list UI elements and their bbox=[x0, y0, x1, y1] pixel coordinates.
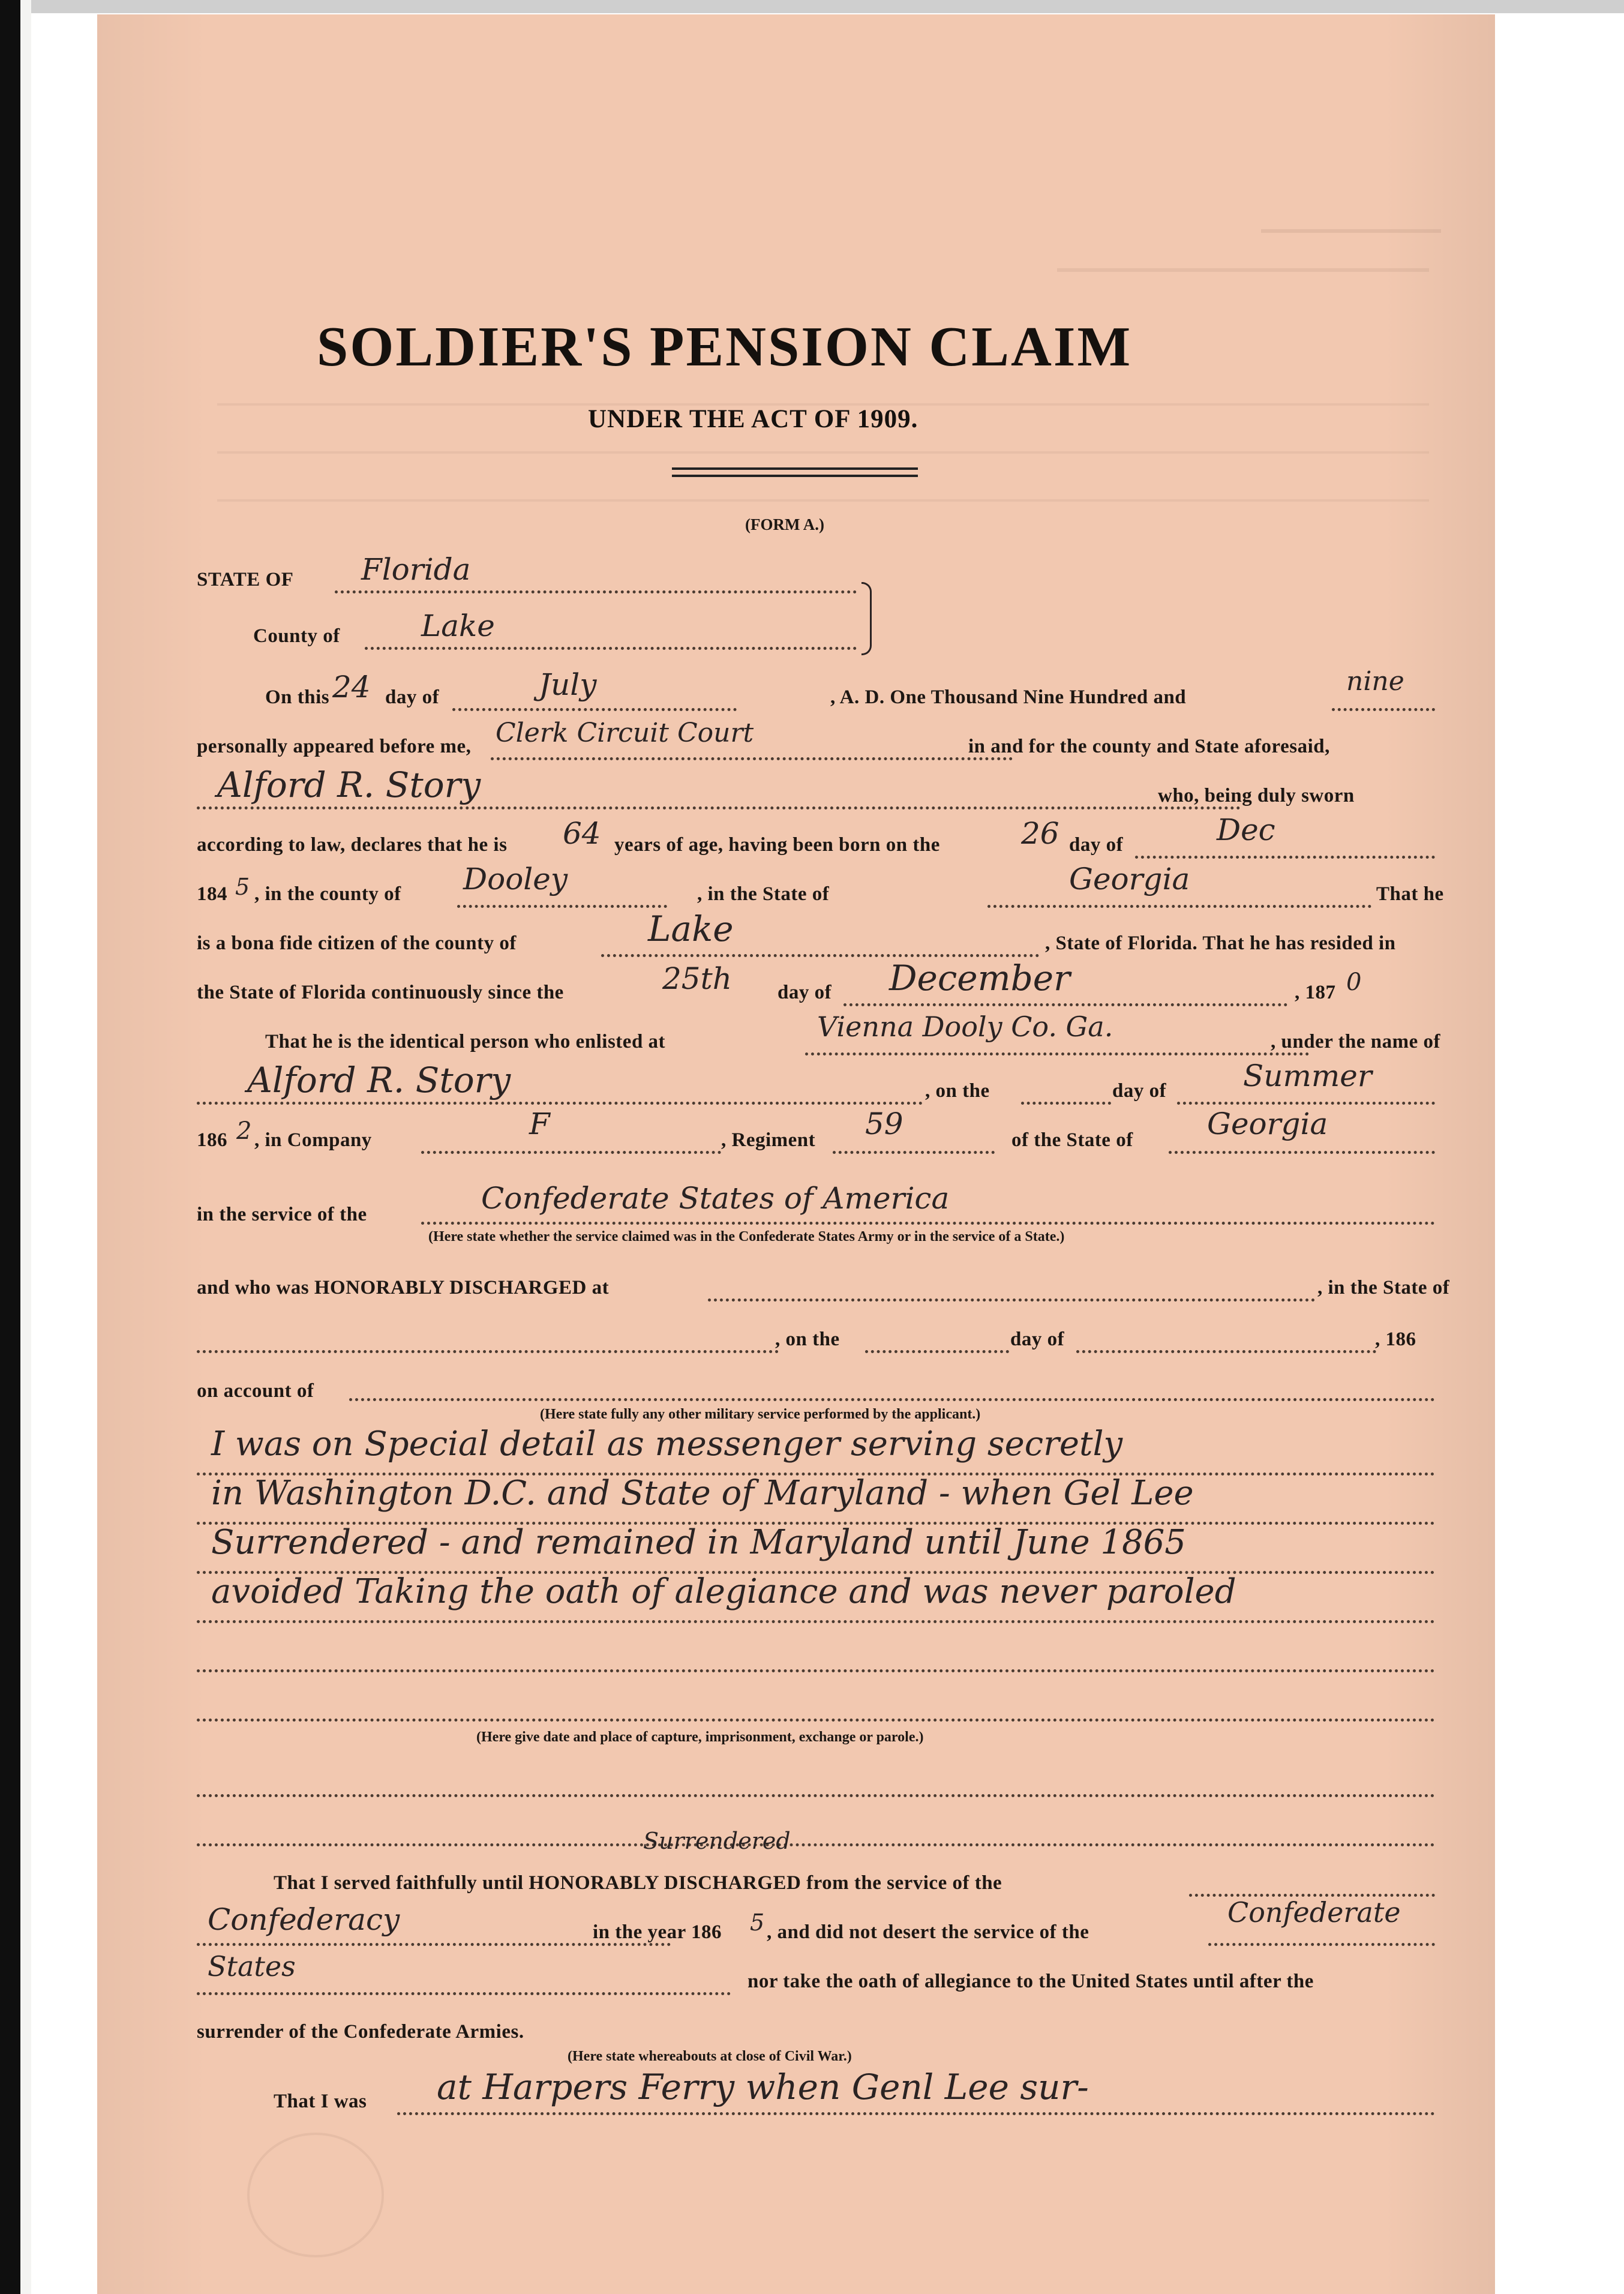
fill-line bbox=[491, 757, 1013, 760]
desert-service-value[interactable]: Confederate bbox=[1227, 1896, 1401, 1929]
fill-line bbox=[1076, 1350, 1376, 1353]
fill-line bbox=[197, 806, 1241, 809]
text: , in the State of bbox=[1317, 1277, 1450, 1299]
instruction-note: (Here state whereabouts at close of Civil War.) bbox=[568, 2049, 852, 2064]
fill-line bbox=[805, 1052, 1309, 1055]
fill-line bbox=[843, 1003, 1287, 1006]
text: and who was HONORABLY DISCHARGED at bbox=[197, 1277, 610, 1299]
fill-line bbox=[1208, 1943, 1435, 1946]
bleed-through-mark bbox=[217, 386, 1429, 406]
text: , in Company bbox=[254, 1129, 372, 1151]
service-line[interactable]: Surrendered - and remained in Maryland until June 1865 bbox=[211, 1523, 1186, 1562]
birth-year-value[interactable]: 5 bbox=[235, 874, 250, 900]
fill-line bbox=[197, 1669, 1435, 1672]
bleed-through-mark bbox=[1057, 251, 1429, 272]
fill-line bbox=[708, 1299, 1315, 1302]
text: That he bbox=[1376, 883, 1444, 905]
fill-line bbox=[197, 1350, 779, 1353]
enlistment-season-value[interactable]: Summer bbox=[1243, 1058, 1372, 1093]
text: who, being duly sworn bbox=[1158, 785, 1355, 806]
birth-day-value[interactable]: 26 bbox=[1021, 816, 1059, 851]
enlistment-state-value[interactable]: Georgia bbox=[1207, 1106, 1328, 1141]
text: of the State of bbox=[1011, 1129, 1133, 1151]
text: on account of bbox=[197, 1380, 314, 1402]
fill-line bbox=[865, 1350, 1009, 1353]
fill-line bbox=[987, 905, 1371, 908]
service-of-value[interactable]: Confederacy bbox=[208, 1902, 400, 1937]
month-value[interactable]: July bbox=[539, 667, 597, 702]
text: That I was bbox=[274, 2091, 367, 2112]
text: the State of Florida continuously since the bbox=[197, 982, 564, 1003]
text: , in the State of bbox=[697, 883, 830, 905]
form-label: (FORM A.) bbox=[745, 515, 824, 533]
text: day of bbox=[385, 686, 440, 708]
residence-month-value[interactable]: December bbox=[889, 958, 1070, 998]
fill-line bbox=[197, 1102, 923, 1105]
state-fill-line bbox=[335, 590, 857, 593]
text: day of bbox=[778, 982, 832, 1003]
venue-brace bbox=[861, 582, 872, 655]
scanner-margin bbox=[20, 0, 31, 2294]
text: On this bbox=[265, 686, 330, 708]
instruction-note: (Here state whether the service claimed was in the Confederate States Army or in the service of a State.) bbox=[428, 1229, 1065, 1245]
service-line[interactable]: in Washington D.C. and State of Maryland - when Gel Lee bbox=[211, 1474, 1194, 1513]
states-value[interactable]: States bbox=[208, 1950, 296, 1983]
year-value[interactable]: nine bbox=[1346, 666, 1404, 697]
company-value[interactable]: F bbox=[529, 1106, 550, 1141]
fill-line bbox=[421, 1151, 721, 1154]
residence-year-value[interactable]: 0 bbox=[1346, 968, 1362, 996]
residence-county-value[interactable]: Lake bbox=[648, 908, 734, 949]
scanner-top-edge bbox=[0, 0, 1624, 13]
fill-line bbox=[452, 708, 737, 711]
text: day of bbox=[1069, 834, 1124, 856]
text: in the service of the bbox=[197, 1204, 367, 1225]
service-value[interactable]: Confederate States of America bbox=[481, 1181, 950, 1216]
fill-line bbox=[197, 1794, 1435, 1797]
bleed-through-mark bbox=[217, 434, 1429, 454]
whereabouts-value[interactable]: at Harpers Ferry when Genl Lee sur- bbox=[437, 2067, 1089, 2107]
instruction-note: (Here give date and place of capture, imprisonment, exchange or parole.) bbox=[476, 1729, 924, 1745]
birth-month-value[interactable]: Dec bbox=[1217, 812, 1275, 847]
title-rule bbox=[672, 475, 918, 477]
text: , on the bbox=[775, 1329, 840, 1350]
fill-line bbox=[197, 1843, 1435, 1846]
birth-state-value[interactable]: Georgia bbox=[1069, 862, 1190, 896]
fill-line bbox=[197, 1992, 731, 1995]
document-page bbox=[97, 14, 1495, 2294]
text: surrender of the Confederate Armies. bbox=[197, 2021, 524, 2043]
fill-line bbox=[1021, 1102, 1111, 1105]
text: years of age, having been born on the bbox=[614, 834, 940, 856]
fill-line bbox=[349, 1398, 1435, 1401]
text: personally appeared before me, bbox=[197, 736, 472, 757]
embossed-seal bbox=[247, 2133, 384, 2257]
text: 186 bbox=[197, 1129, 227, 1151]
text: , in the county of bbox=[254, 883, 401, 905]
fill-line bbox=[197, 1620, 1435, 1623]
bleed-through-mark bbox=[217, 482, 1429, 502]
text: , 186 bbox=[1375, 1329, 1416, 1350]
form-title: SOLDIER'S PENSION CLAIM bbox=[317, 316, 1133, 378]
fill-line bbox=[833, 1151, 995, 1154]
claimant-name[interactable]: Alford R. Story bbox=[217, 764, 481, 805]
text: day of bbox=[1010, 1329, 1065, 1350]
form-subtitle: UNDER THE ACT OF 1909. bbox=[588, 405, 918, 433]
service-line[interactable]: I was on Special detail as messenger serving secretly bbox=[211, 1425, 1123, 1464]
text: according to law, declares that he is bbox=[197, 834, 508, 856]
official-value[interactable]: Clerk Circuit Court bbox=[496, 718, 754, 748]
fill-line bbox=[1332, 708, 1435, 711]
text: , on the bbox=[925, 1080, 990, 1102]
fill-line bbox=[197, 1719, 1435, 1722]
title-rule bbox=[672, 467, 918, 470]
text: , State of Florida. That he has resided in bbox=[1045, 932, 1396, 954]
residence-day-value[interactable]: 25th bbox=[662, 961, 732, 996]
regiment-value[interactable]: 59 bbox=[865, 1106, 903, 1141]
text: nor take the oath of allegiance to the United States until after the bbox=[748, 1971, 1314, 1992]
fill-line bbox=[1135, 856, 1435, 859]
enlistment-name-value[interactable]: Alford R. Story bbox=[247, 1060, 511, 1100]
text: , A. D. One Thousand Nine Hundred and bbox=[830, 686, 1187, 708]
text: in the year 186 bbox=[593, 1921, 722, 1943]
bleed-through-mark bbox=[1261, 212, 1441, 233]
fill-line bbox=[1177, 1102, 1435, 1105]
text: , under the name of bbox=[1271, 1031, 1440, 1052]
fill-line bbox=[421, 1222, 1435, 1225]
fill-line bbox=[457, 905, 667, 908]
text: in and for the county and State aforesaid, bbox=[968, 736, 1330, 757]
text: , and did not desert the service of the bbox=[767, 1921, 1089, 1943]
discharge-year-value[interactable]: 5 bbox=[750, 1909, 765, 1936]
instruction-note: (Here state fully any other military service performed by the applicant.) bbox=[540, 1407, 981, 1422]
county-label: County of bbox=[253, 625, 340, 647]
birth-county-value[interactable]: Dooley bbox=[463, 862, 568, 896]
age-value[interactable]: 64 bbox=[563, 816, 601, 851]
text: That he is the identical person who enlisted at bbox=[265, 1031, 666, 1052]
state-label: STATE OF bbox=[197, 569, 294, 590]
county-value[interactable]: Lake bbox=[421, 608, 495, 643]
inserted-word[interactable]: Surrendered bbox=[643, 1828, 791, 1854]
text: , Regiment bbox=[721, 1129, 816, 1151]
service-line[interactable]: avoided Taking the oath of alegiance and was never paroled bbox=[211, 1572, 1236, 1611]
fill-line bbox=[397, 2112, 1435, 2115]
scanner-left-edge bbox=[0, 0, 20, 2294]
enlistment-place-value[interactable]: Vienna Dooly Co. Ga. bbox=[817, 1010, 1113, 1043]
fill-line bbox=[601, 954, 1039, 957]
text: day of bbox=[1112, 1080, 1167, 1102]
enlistment-year-value[interactable]: 2 bbox=[236, 1117, 252, 1145]
text: is a bona fide citizen of the county of bbox=[197, 932, 517, 954]
county-fill-line bbox=[365, 647, 857, 650]
day-value[interactable]: 24 bbox=[332, 670, 371, 704]
text: , 187 bbox=[1295, 982, 1336, 1003]
state-value[interactable]: Florida bbox=[361, 552, 471, 587]
text: 184 bbox=[197, 883, 227, 905]
fill-line bbox=[1169, 1151, 1435, 1154]
text: That I served faithfully until HONORABLY DISCHARGED from the service of the bbox=[274, 1872, 1002, 1894]
